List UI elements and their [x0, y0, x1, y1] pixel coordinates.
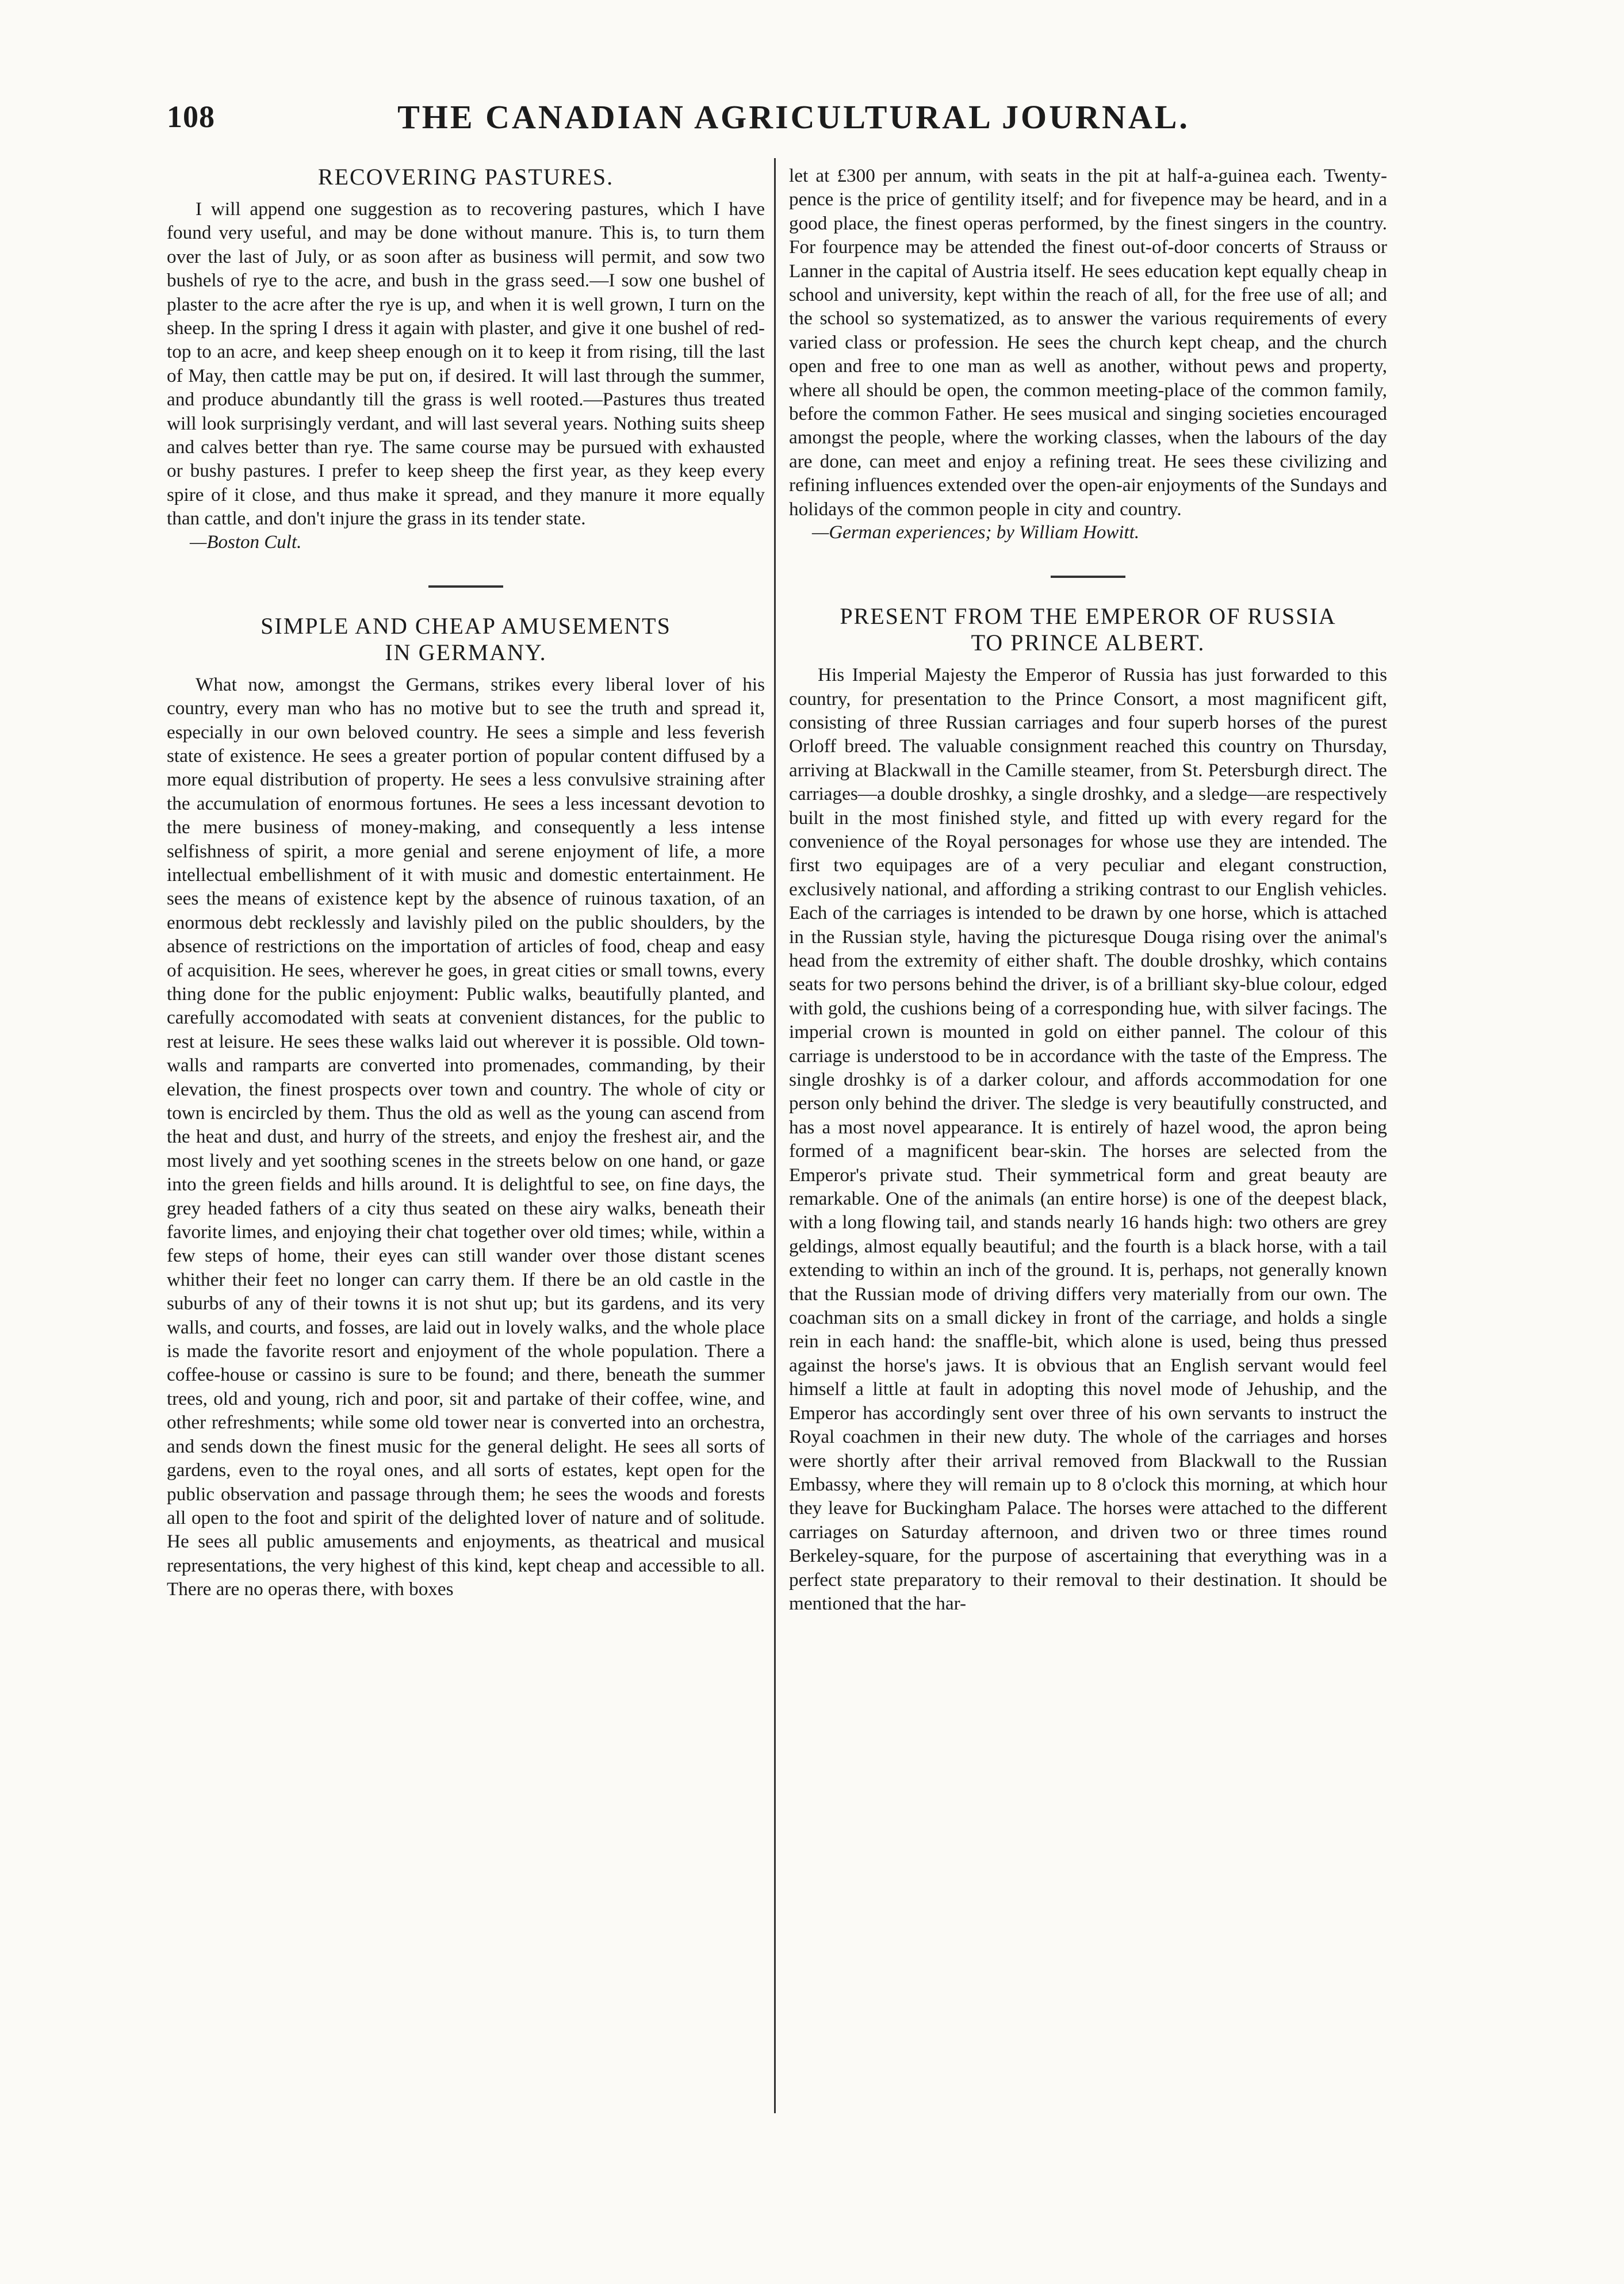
article-body-emperor-present: His Imperial Majesty the Emperor of Russia has just forwarded to this country, for presentation to the Prince Consort, a most magnificent gift, consisting of three Russian carriages and four superb horses of the purest Orloff breed. The valuable consignment reached this country on Thursday, arriving at Blackwall in the Camille steamer, from St. Petersburgh direct. The carriages—a double droshky, a single droshky, and a sledge—are respectively built in the most finished style, and fitted up with every regard for the convenience of the Royal personages for whose use they are intended. The first two equipages are of a very peculiar and elegant construction, exclusively national, and affording a striking contrast to our English vehicles. Each of the carriages is intended to be drawn by one horse, which is attached in the Russian style, having the picturesque Douga rising over the animal's head from the extremity of either shaft. The double droshky, which contains seats for two persons behind the driver, is of a brilliant sky-blue colour, edged with gold, the cushions being of a corresponding hue, with silver facings. The imperial crown is mounted in gold on either pannel. The colour of this carriage is understood to be in accordance with the taste of the Empress. The single droshky is of a darker colour, and affords accommodation for one person only behind the driver. The sledge is very beautifully constructed, and has a most novel appearance. It is entirely of hazel wood, the apron being formed of a magnificent bear-skin. The horses are selected from the Emperor's private stud. Their symmetrical form and great beauty are remarkable. One of the animals (an entire horse) is one of the deepest black, with a long flowing tail, and stands nearly 16 hands high: two others are grey geldings, almost equally beautiful; and the fourth is a black horse, with a tail extending to within an inch of the ground. It is, perhaps, not generally known that the Russian mode of driving differs very materially from our own. The coachman sits on a small dickey in front of the carriage, and holds a single rein in each hand: the snaffle-bit, which alone is used, being thus pressed against the horse's jaws. It is obvious that an English servant would feel himself a little at fault in adopting this novel mode of Jehuship, and the Emperor has accordingly sent over three of his own servants to instruct the Royal coachmen in their new duty. The whole of the carriages and horses were shortly after their arrival removed from Blackwall to the Russian Embassy, where they will remain up to 8 o'clock this morning, at which hour they leave for Buckingham Palace. The horses were attached to the different carriages on Saturday afternoon, and driven two or three times round Berkeley-square, for the purpose of ascertaining that everything was in a perfect state preparatory to their removal to their destination. It should be mentioned that the har- [789, 664, 1387, 1614]
article-source-boston-cult: —Boston Cult. [190, 531, 302, 553]
article-byline-howitt: —German experiences; by William Howitt. [812, 522, 1140, 543]
column-divider [774, 158, 776, 2113]
left-column [167, 164, 765, 1601]
article-separator [1051, 576, 1125, 578]
page-number: 108 [167, 99, 215, 134]
article-body-continuation: let at £300 per annum, with seats in the pit at half-a-guinea each. Twenty-pence is the price of gentility itself; and for fivepence may be heard, and in a good place, the finest operas performed, by the finest singers in the country. For fourpence may be attended the finest out-of-door concerts of Strauss or Lanner in the capital of Austria itself. He sees education kept equally cheap in school and university, kept within the reach of all, for the free use of all; and the school so systematized, as to answer the various requirements of every varied class or profession. He sees the church kept cheap, and the church open and free to one man as well as another, without pews and property, where all should be open, the common meeting-place of the common family, before the common Father. He sees musical and singing societies encouraged amongst the people, where the working classes, when the labours of the day are done, can meet and enjoy a refining treat. He sees these civilizing and refining influences extended over the open-air enjoyments of the Sundays and holidays of the common people in city and country. [789, 165, 1387, 520]
article-title-recovering-pastures: RECOVERING PASTURES. [317, 164, 614, 190]
article-title-simple-amusements-line2: IN GERMANY. [385, 639, 547, 665]
article-title-simple-amusements-line1: SIMPLE AND CHEAP AMUSEMENTS [261, 612, 671, 639]
article-body-simple-amusements: What now, amongst the Germans, strikes every liberal lover of his country, every man who has no motive but to see the truth and spread it, especially in our own beloved country. He sees a simple and less feverish state of existence. He sees a greater portion of popular content diffused by a more equal distribution of property. He sees a less convulsive straining after the accumulation of enormous fortunes. He sees a less incessant devotion to the mere business of money-making, and consequently a less intense selfishness of spirit, a more genial and serene enjoyment of life, a more intellectual embellishment of it with music and domestic entertainment. He sees the means of existence kept by the absence of ruinous taxation, of an enormous debt recklessly and lavishly piled on the public shoulders, by the absence of restrictions on the importation of articles of food, cheap and easy of acquisition. He sees, wherever he goes, in great cities or small towns, every thing done for the public enjoyment: Public walks, beautifully planted, and carefully accomodated with seats at convenient distances, for the public to rest at leisure. He sees these walks laid out wherever it is possible. Old town-walls and ramparts are converted into promenades, commanding, by their elevation, the finest prospects over town and country. The whole of city or town is encircled by them. Thus the old as well as the young can ascend from the heat and dust, and hurry of the streets, and enjoy the freshest air, and the most lively and yet soothing scenes in the streets below on one hand, or gaze into the green fields and hills around. It is delightful to see, on fine days, the grey headed fathers of a city thus seated on these airy walks, beneath their favorite limes, and enjoying their chat together over old times; while, within a few steps of home, their eyes can still wander over those distant scenes whither their feet no longer can carry them. If there be an old castle in the suburbs of any of their towns it is not shut up; but its gardens, and its very walls, and courts, and fosses, are laid out in lovely walks, and the whole place is made the favorite resort and enjoyment of the whole population. There a coffee-house or cassino is sure to be found; and there, beneath the summer trees, old and young, rich and poor, sit and partake of their coffee, wine, and other refreshments; while some old tower near is converted into an orchestra, and sends down the finest music for the general delight. He sees all sorts of gardens, even to the royal ones, and all sorts of estates, kept open for the public observation and passage through them; he sees the woods and forests all open to the foot and spirit of the delighted lover of nature and of solitude. He sees all public amusements and enjoyments, as theatrical and musical representations, the very highest of this kind, kept cheap and accessible to all. There are no operas there, with boxes [167, 673, 765, 1600]
article-title-emperor-present-line2: TO PRINCE ALBERT. [971, 630, 1205, 656]
right-column [789, 164, 1387, 1615]
article-body-recovering-pastures: I will append one suggestion as to recovering pastures, which I have found very useful, and may be done without manure. This is, to turn them over the last of July, or as soon after as business will permit, and sow two bushels of rye to the acre, and bush in the grass seed.—I sow one bushel of plaster to the acre after the rye is up, and when it is well grown, I turn on the sheep. In the spring I dress it again with plaster, and give it one bushel of red-top to an acre, and keep sheep enough on it to keep it from rising, till the last of May, then cattle may be put on, if desired. It will last through the summer, and produce abundantly till the grass is well rooted.—Pastures thus treated will look surprisingly verdant, and will last several years. Nothing suits sheep and calves better than rye. The same course may be pursued with exhausted or bushy pastures. I prefer to keep sheep the first year, as they keep every spire of it close, and thus make it spread, and they manure it more equally than cattle, and don't injure the grass in its tender state. [167, 198, 765, 530]
article-title-emperor-present-line1: PRESENT FROM THE EMPEROR OF RUSSIA [840, 603, 1336, 630]
journal-title: THE CANADIAN AGRICULTURAL JOURNAL. [397, 98, 1190, 136]
article-separator [428, 585, 503, 588]
page-header [167, 98, 1420, 144]
